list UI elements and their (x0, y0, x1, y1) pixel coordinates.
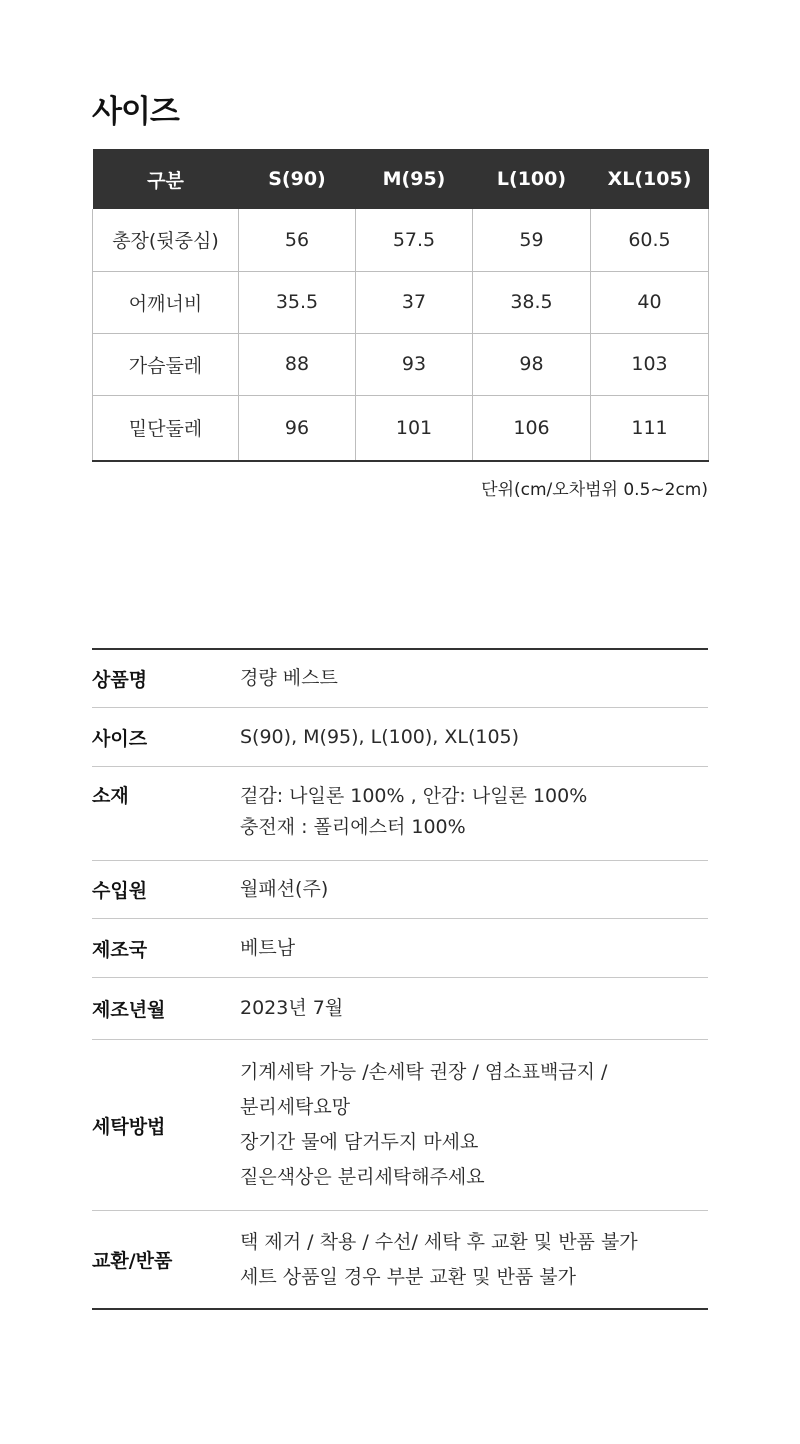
table-cell: 35.5 (239, 271, 356, 333)
info-label: 교환/반품 (92, 1250, 173, 1272)
table-cell: 101 (356, 395, 473, 461)
size-table-header-row (93, 149, 709, 209)
row-label: 어깨너비 (93, 271, 239, 333)
table-cell: 103 (591, 333, 709, 395)
product-info-table (92, 648, 708, 1310)
info-row-country (92, 919, 708, 978)
info-line: 충전재 : 폴리에스터 100% (240, 816, 466, 838)
table-cell: 37 (356, 271, 473, 333)
info-row-manufacture-date (92, 978, 708, 1040)
info-value (240, 781, 708, 843)
info-line: 겉감: 나일론 100% , 안감: 나일론 100% (240, 785, 588, 807)
table-cell: 56 (239, 209, 356, 271)
header-size-m: M(95) (356, 149, 473, 209)
row-label: 가슴둘레 (93, 333, 239, 395)
info-line: 분리세탁요망 (240, 1096, 351, 1118)
table-cell: 57.5 (356, 209, 473, 271)
info-label: 세탁방법 (92, 1115, 166, 1138)
info-label: 사이즈 (92, 727, 148, 750)
info-line: 베트남 (240, 936, 296, 959)
info-value (240, 1225, 708, 1295)
info-line: 짙은색상은 분리세탁해주세요 (240, 1166, 485, 1188)
table-row (93, 395, 709, 461)
info-line: 2023년 7월 (240, 997, 344, 1019)
info-label: 제조국 (92, 938, 148, 961)
row-label: 총장(뒷중심) (93, 209, 239, 271)
info-value (240, 874, 708, 905)
table-cell: 106 (473, 395, 591, 461)
table-cell: 93 (356, 333, 473, 395)
info-value (240, 1055, 708, 1195)
info-line: 장기간 물에 담거두지 마세요 (240, 1131, 479, 1153)
table-cell: 98 (473, 333, 591, 395)
info-line: 택 제거 / 착용 / 수선/ 세탁 후 교환 및 반품 불가 (240, 1230, 638, 1253)
table-row (93, 333, 709, 395)
header-category: 구분 (93, 149, 239, 209)
size-table (92, 149, 709, 462)
row-label: 밑단둘레 (93, 395, 239, 461)
table-cell: 38.5 (473, 271, 591, 333)
info-value (240, 663, 708, 694)
info-value (240, 993, 708, 1024)
info-line: 월패션(주) (240, 878, 329, 900)
info-row-size (92, 708, 708, 767)
info-row-importer (92, 861, 708, 919)
table-cell: 111 (591, 395, 709, 461)
table-cell: 88 (239, 333, 356, 395)
table-row (93, 209, 709, 271)
page-title: 사이즈 (92, 94, 179, 130)
info-line: 기계세탁 가능 /손세탁 권장 / 염소표백금지 / (240, 1061, 608, 1083)
info-label: 상품명 (92, 669, 148, 691)
info-line: 경량 베스트 (240, 667, 338, 689)
table-cell: 96 (239, 395, 356, 461)
table-cell: 60.5 (591, 209, 709, 271)
info-row-material (92, 767, 708, 861)
info-label: 제조년월 (92, 999, 166, 1021)
info-row-exchange-return (92, 1211, 708, 1308)
info-label: 소재 (92, 785, 129, 807)
info-line: 세트 상품일 경우 부분 교환 및 반품 불가 (240, 1265, 576, 1288)
header-size-xl: XL(105) (591, 149, 709, 209)
info-row-washing (92, 1040, 708, 1211)
header-size-s: S(90) (239, 149, 356, 209)
info-value (240, 933, 708, 964)
info-row-product-name (92, 650, 708, 708)
info-value (240, 722, 708, 753)
table-cell: 59 (473, 209, 591, 271)
info-label: 수입원 (92, 880, 148, 902)
unit-note: 단위(cm/오차범위 0.5~2cm) (481, 480, 708, 500)
info-line: S(90), M(95), L(100), XL(105) (240, 725, 520, 748)
table-row (93, 271, 709, 333)
header-size-l: L(100) (473, 149, 591, 209)
table-cell: 40 (591, 271, 709, 333)
